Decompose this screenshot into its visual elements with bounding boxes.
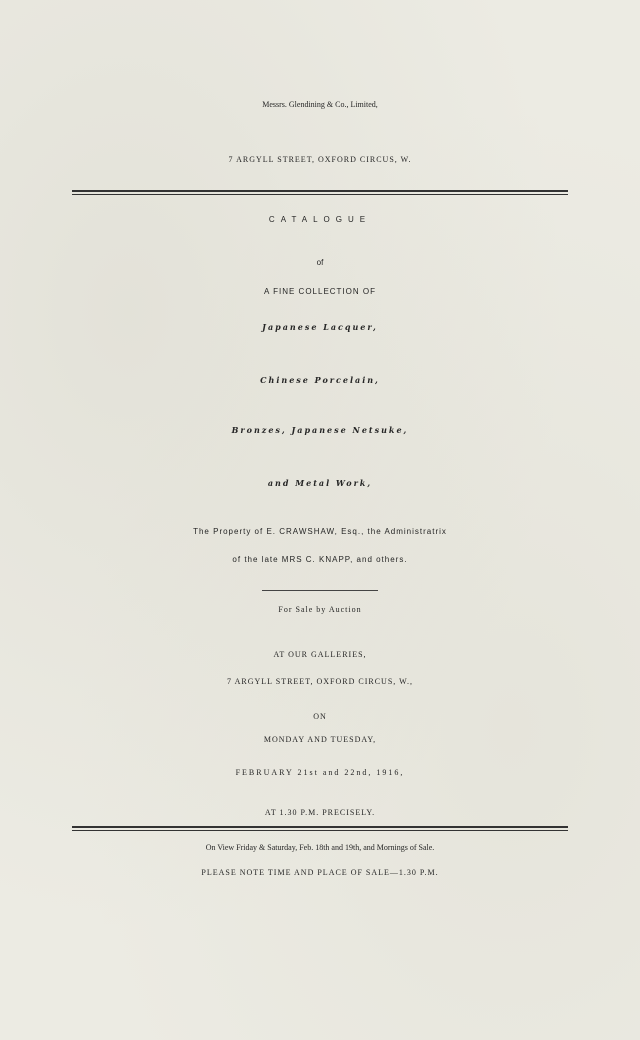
catalogue-title: CATALOGUE [268, 215, 372, 224]
view-dates: On View Friday & Saturday, Feb. 18th and 19th, and Mornings of Sale. [205, 843, 435, 852]
property-line-2: of the late MRS C. KNAPP, and others. [232, 555, 408, 564]
property-line-1: The Property of E. CRAWSHAW, Esq., the Administratrix [193, 527, 447, 536]
sale-time: AT 1.30 P.M. PRECISELY. [264, 808, 376, 817]
subject-metal-work: and Metal Work, [267, 478, 373, 488]
short-divider [262, 590, 378, 591]
bottom-double-rule [72, 826, 568, 831]
sale-address: 7 ARGYLL STREET, OXFORD CIRCUS, W., [227, 677, 413, 686]
collection-line: A FINE COLLECTION OF [263, 287, 376, 296]
sale-date: FEBRUARY 21st and 22nd, 1916, [235, 768, 405, 777]
time-place-notice: PLEASE NOTE TIME AND PLACE OF SALE—1.30 P.M. [201, 868, 439, 877]
firm-address: 7 ARGYLL STREET, OXFORD CIRCUS, W. [228, 155, 412, 164]
galleries-line: AT OUR GALLERIES, [273, 650, 367, 659]
sale-heading: For Sale by Auction [278, 605, 362, 614]
subject-japanese-lacquer: Japanese Lacquer, [262, 322, 378, 332]
firm-name: Messrs. Glendining & Co., Limited, [262, 100, 378, 109]
top-double-rule [72, 190, 568, 195]
on-word: ON [313, 712, 327, 721]
subject-chinese-porcelain: Chinese Porcelain, [260, 375, 380, 385]
of-word: of [316, 258, 324, 267]
sale-days: MONDAY AND TUESDAY, [263, 735, 377, 744]
subject-bronzes-netsuke: Bronzes, Japanese Netsuke, [231, 425, 409, 435]
